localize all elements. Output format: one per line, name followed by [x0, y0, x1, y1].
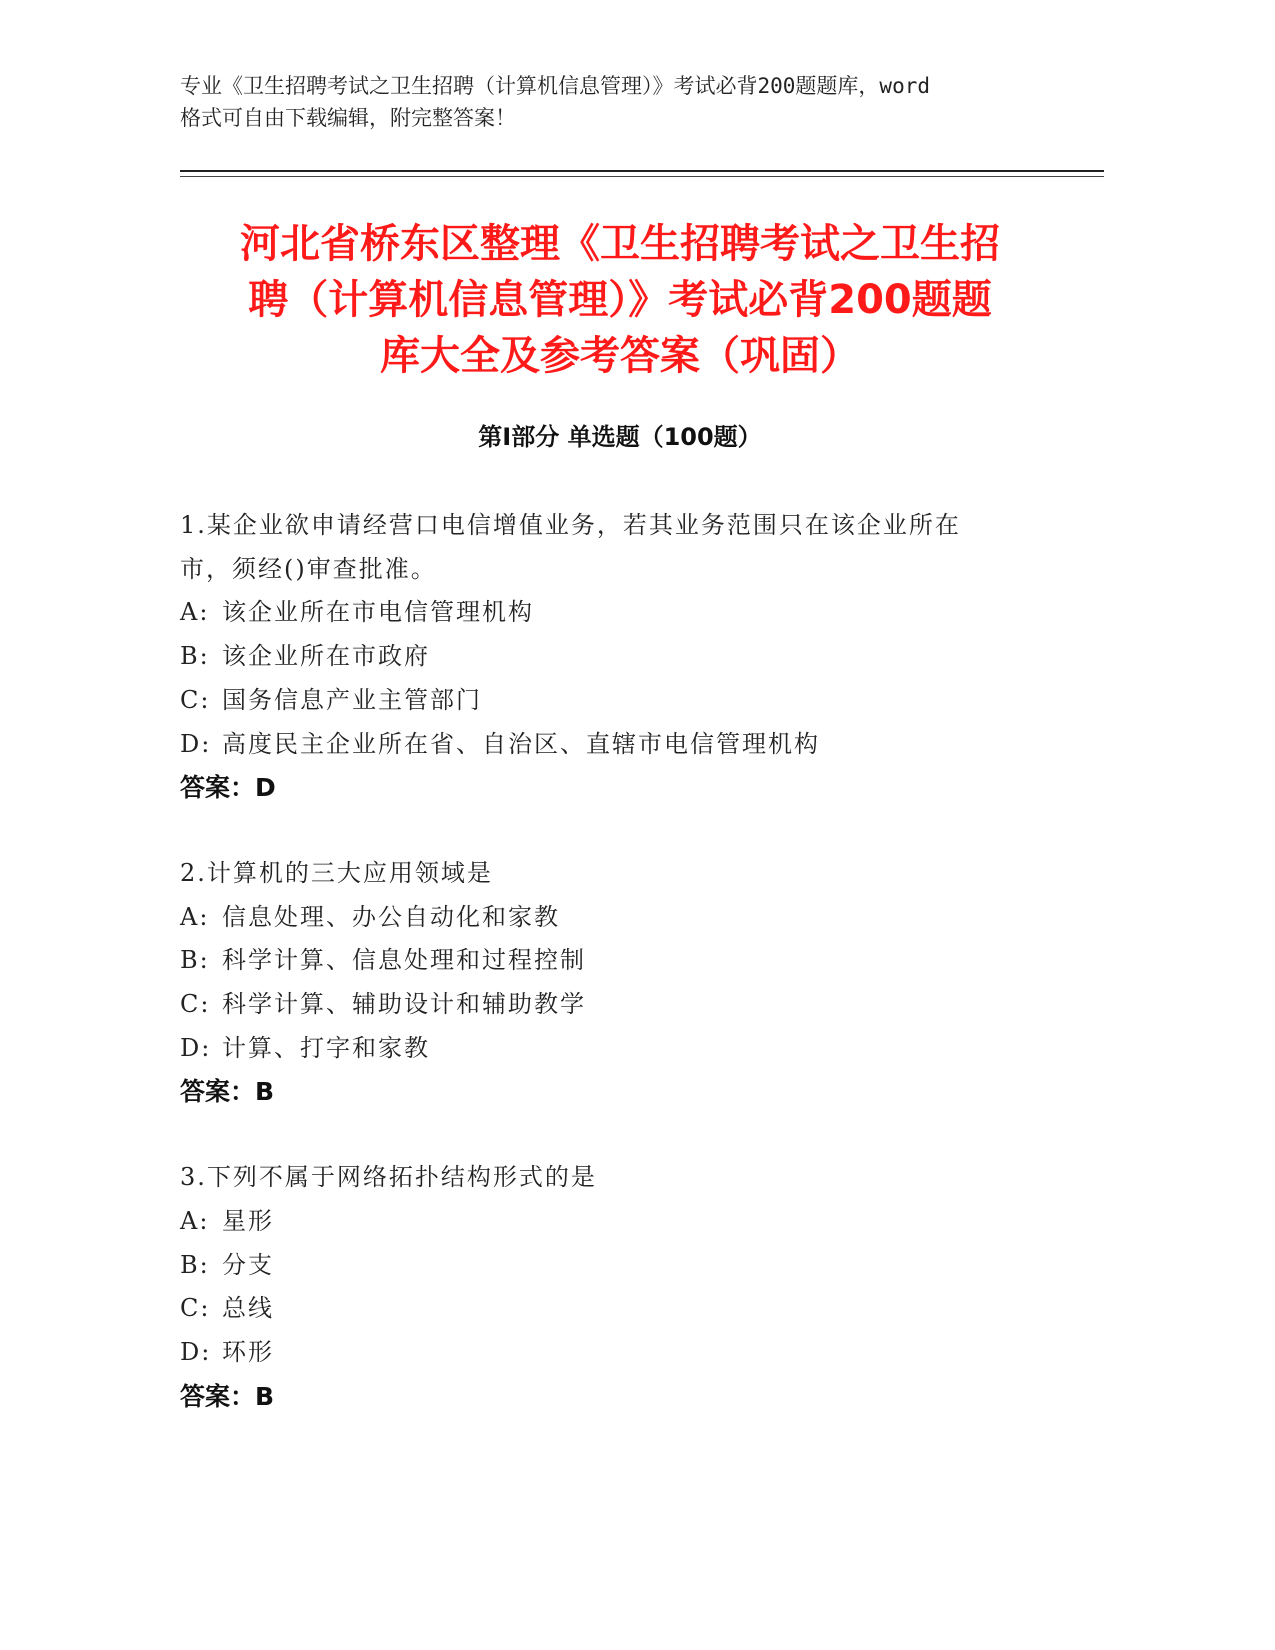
- option-text: 分支: [222, 1250, 274, 1279]
- option-d: [180, 723, 1080, 767]
- option-b: [180, 939, 1080, 983]
- option-b: [180, 1244, 1080, 1288]
- option-label: D:: [180, 1033, 212, 1062]
- option-text: 环形: [222, 1337, 274, 1366]
- document-title-line-3: 库大全及参考答案（巩固）: [380, 333, 860, 379]
- option-text: 信息处理、办公自动化和家教: [222, 902, 560, 931]
- option-text: 该企业所在市政府: [222, 642, 430, 671]
- document-title: [180, 216, 1060, 384]
- option-a: [180, 1200, 1080, 1244]
- option-text: 科学计算、辅助设计和辅助教学: [222, 990, 586, 1019]
- document-title-line-1: 河北省桥东区整理《卫生招聘考试之卫生招: [240, 221, 1000, 267]
- option-label: D:: [180, 1337, 212, 1366]
- question-list: [180, 504, 1080, 1460]
- option-text: 总线: [222, 1294, 274, 1323]
- section-heading: 第Ⅰ部分 单选题（100题）: [478, 423, 762, 451]
- question-stem-line: 1.某企业欲申请经营口电信增值业务，若其业务范围只在该企业所在: [180, 511, 961, 539]
- option-text: 计算、打字和家教: [222, 1033, 430, 1062]
- option-c: [180, 983, 1080, 1027]
- answer: 答案：B: [180, 1381, 275, 1411]
- question-stem-line: 3.下列不属于网络拓扑结构形式的是: [180, 1163, 597, 1192]
- option-text: 星形: [222, 1206, 274, 1235]
- option-label: D:: [180, 729, 212, 758]
- option-label: B:: [180, 946, 210, 975]
- header-note: [180, 70, 1080, 134]
- header-divider-thick: [180, 170, 1104, 172]
- header-divider-thin: [180, 176, 1104, 177]
- question-3: [180, 1156, 1080, 1418]
- option-c: [180, 1287, 1080, 1331]
- answer: 答案：D: [180, 773, 276, 803]
- question-stem-line: 市，须经()审查批准。: [180, 554, 437, 583]
- option-d: [180, 1027, 1080, 1071]
- option-d: [180, 1331, 1080, 1375]
- option-text: 高度民主企业所在省、自治区、直辖市电信管理机构: [222, 729, 820, 758]
- option-label: C:: [180, 1294, 211, 1323]
- option-label: C:: [180, 990, 211, 1019]
- question-2: [180, 852, 1080, 1114]
- option-label: B:: [180, 642, 210, 671]
- header-note-line-2: 格式可自由下载编辑，附完整答案！: [180, 106, 516, 130]
- answer: 答案：B: [180, 1077, 275, 1107]
- option-c: [180, 679, 1080, 723]
- option-label: A:: [180, 598, 210, 627]
- option-text: 国务信息产业主管部门: [222, 685, 482, 714]
- question-1: [180, 504, 1080, 810]
- option-label: B:: [180, 1250, 210, 1279]
- option-text: 科学计算、信息处理和过程控制: [222, 946, 586, 975]
- option-label: A:: [180, 1206, 210, 1235]
- option-b: [180, 635, 1080, 679]
- header-note-line-1: 专业《卫生招聘考试之卫生招聘（计算机信息管理）》考试必背200题题库，word: [180, 74, 930, 98]
- option-text: 该企业所在市电信管理机构: [222, 598, 534, 627]
- option-label: A:: [180, 902, 210, 931]
- question-stem-line: 2.计算机的三大应用领域是: [180, 858, 493, 887]
- option-a: [180, 896, 1080, 940]
- document-title-line-2: 聘（计算机信息管理）》考试必背200题题: [248, 277, 992, 323]
- option-a: [180, 591, 1080, 635]
- option-label: C:: [180, 685, 211, 714]
